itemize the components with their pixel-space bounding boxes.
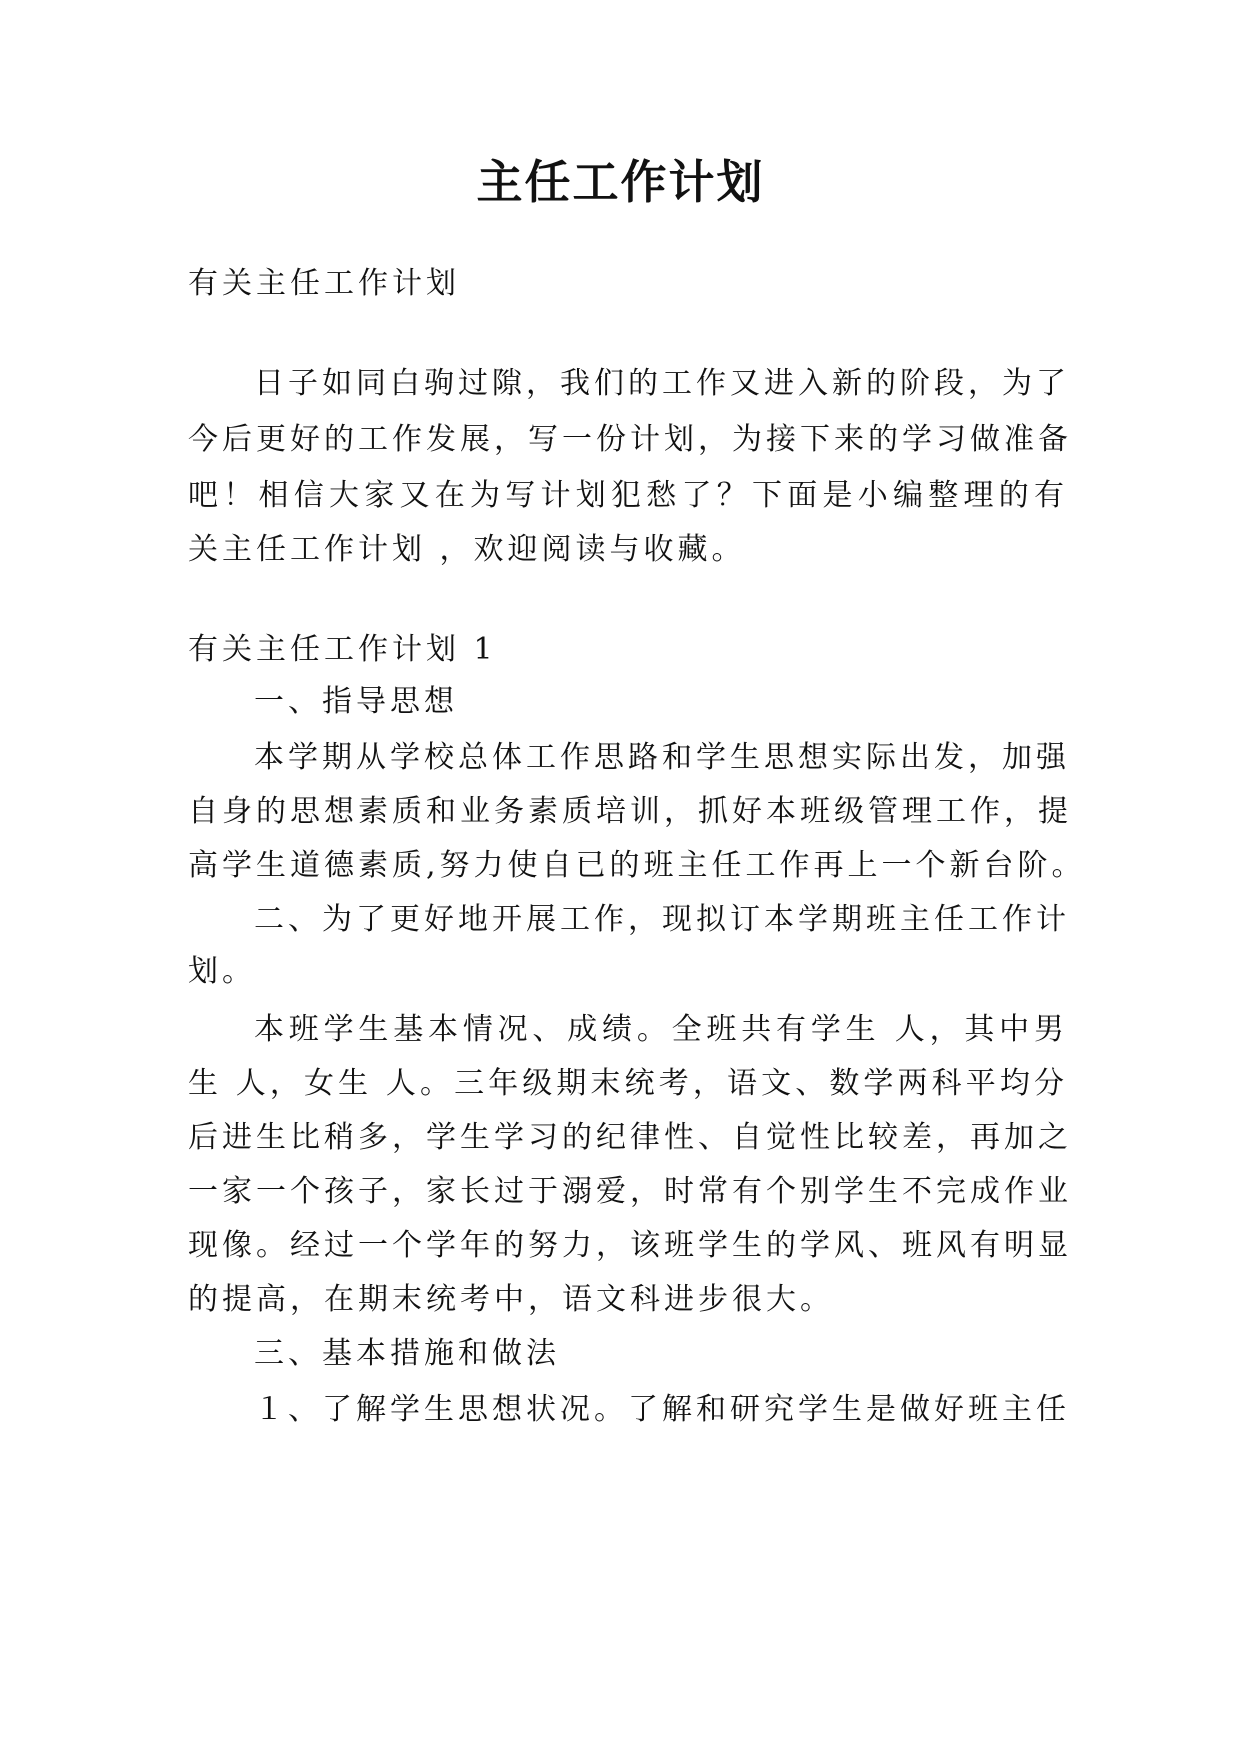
intro-line-4: 关主任工作计划 ，欢迎阅读与收藏。 <box>188 532 746 567</box>
paragraph-line: 的提高，在期末统考中，语文科进步很大。 <box>188 1282 834 1317</box>
paragraph-line: 本班学生基本情况、成绩。全班共有学生 人，其中男 <box>254 1012 1068 1047</box>
paragraph-line: 现像。经过一个学年的努力，该班学生的学风、班风有明显 <box>188 1228 1072 1263</box>
paragraph-line: 生 人，女生 人。三年级期末统考，语文、数学两科平均分 <box>188 1066 1068 1101</box>
heading-plan: 二、为了更好地开展工作，现拟订本学期班主任工作计 <box>254 902 1070 937</box>
document-title: 主任工作计划 <box>476 155 765 209</box>
intro-line-2: 今后更好的工作发展，写一份计划，为接下来的学习做准备 <box>188 422 1072 457</box>
paragraph-line: 自身的思想素质和业务素质培训，抓好本班级管理工作，提 <box>188 794 1072 829</box>
paragraph-line: 高学生道德素质,努力使自已的班主任工作再上一个新台阶。 <box>188 848 1086 883</box>
section-heading: 有关主任工作计划 1 <box>188 632 497 667</box>
paragraph-line: 一家一个孩子，家长过于溺爱，时常有个别学生不完成作业 <box>188 1174 1072 1209</box>
paragraph-line: 后进生比稍多，学生学习的纪律性、自觉性比较差，再加之 <box>188 1120 1072 1155</box>
intro-line-3: 吧！相信大家又在为写计划犯愁了？下面是小编整理的有 <box>188 478 1068 513</box>
paragraph-line: 本学期从学校总体工作思路和学生思想实际出发，加强 <box>254 740 1070 775</box>
intro-line-1: 日子如同白驹过隙，我们的工作又进入新的阶段，为了 <box>254 366 1070 401</box>
paragraph-line: １、了解学生思想状况。了解和研究学生是做好班主任 <box>254 1392 1070 1427</box>
heading-measures: 三、基本措施和做法 <box>254 1336 560 1371</box>
document-subtitle: 有关主任工作计划 <box>188 266 460 301</box>
heading-guiding-thought: 一、指导思想 <box>254 684 458 719</box>
paragraph-line: 划。 <box>188 954 256 989</box>
